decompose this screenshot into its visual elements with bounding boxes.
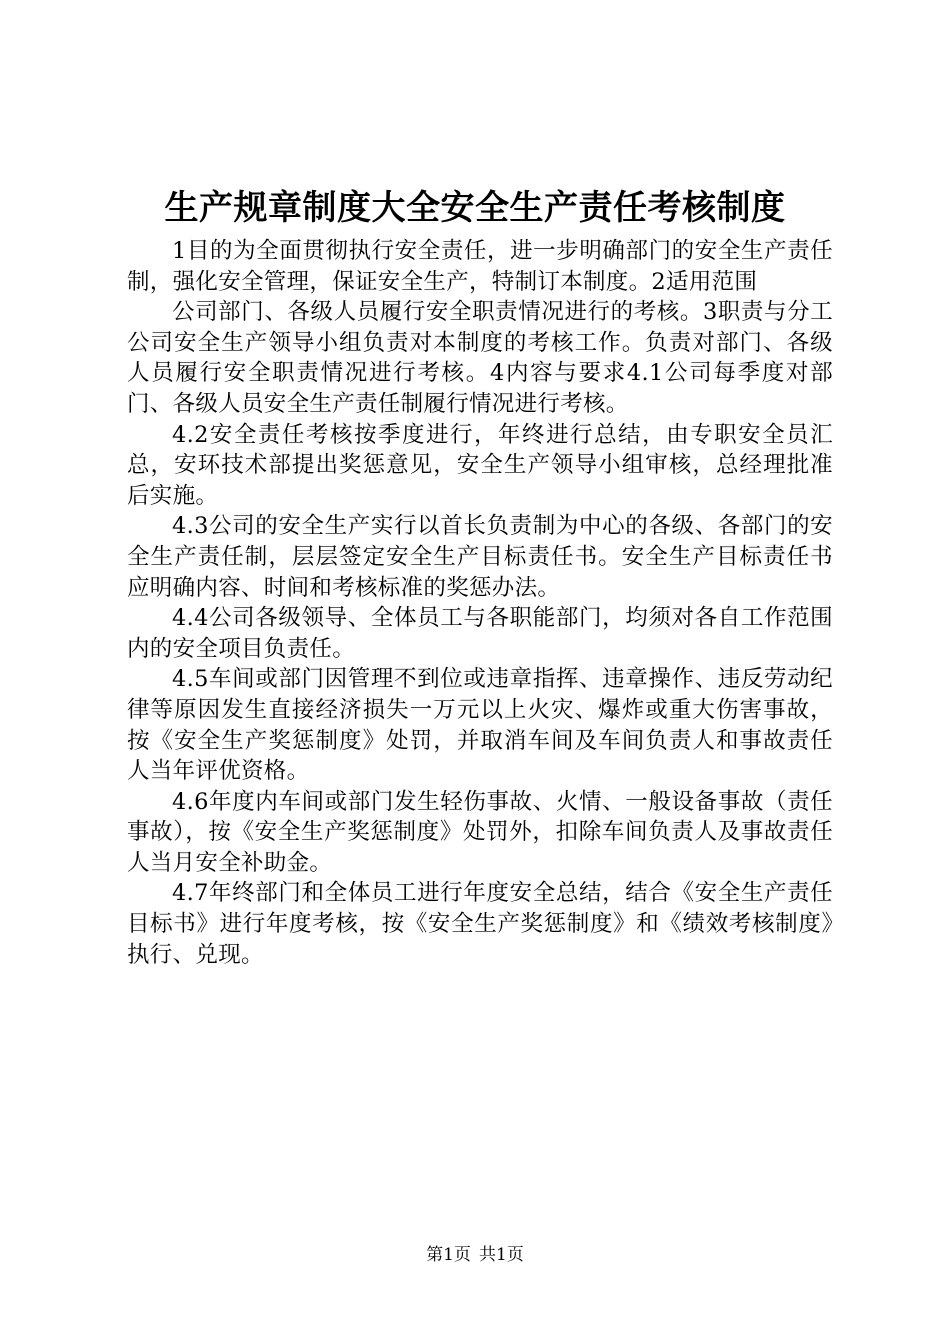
page-total: 共1页 xyxy=(479,1245,524,1265)
paragraph-purpose: 1目的为全面贯彻执行安全责任，进一步明确部门的安全生产责任制，强化安全管理，保证安全生产，特制订本制度。2适用范围 xyxy=(127,238,833,295)
paragraph-4-7: 4.7年终部门和全体员工进行年度安全总结，结合《安全生产责任目标书》进行年度考核，按《安全生产奖惩制度》和《绩效考核制度》执行、兑现。 xyxy=(127,880,833,968)
page-footer xyxy=(0,1244,950,1266)
paragraph-4-5: 4.5车间或部门因管理不到位或违章指挥、违章操作、违反劳动纪律等原因发生直接经济损失一万元以上火灾、爆炸或重大伤害事故，按《安全生产奖惩制度》处罚，并取消车间及车间负责人和事故责任人当年评优资格。 xyxy=(127,666,833,785)
paragraph-scope-and-duties: 公司部门、各级人员履行安全职责情况进行的考核。3职责与分工公司安全生产领导小组负责对本制度的考核工作。负责对部门、各级人员履行安全职责情况进行考核。4内容与要求4.1公司每季度对部门、各级人员安全生产责任制履行情况进行考核。 xyxy=(127,299,833,417)
document-title: 生产规章制度大全安全生产责任考核制度 xyxy=(164,188,786,228)
document-body xyxy=(127,236,833,970)
paragraph-4-4: 4.4公司各级领导、全体员工与各职能部门，均须对各自工作范围内的安全项目负责任。 xyxy=(127,605,833,662)
paragraph-4-2: 4.2安全责任考核按季度进行，年终进行总结，由专职安全员汇总，安环技术部提出奖惩意见，安全生产领导小组审核，总经理批准后实施。 xyxy=(127,421,833,509)
paragraph-4-6: 4.6年度内车间或部门发生轻伤事故、火情、一般设备事故（责任事故），按《安全生产奖惩制度》处罚外，扣除车间负责人及事故责任人当月安全补助金。 xyxy=(127,788,833,876)
paragraph-4-3: 4.3公司的安全生产实行以首长负责制为中心的各级、各部门的安全生产责任制，层层签定安全生产目标责任书。安全生产目标责任书应明确内容、时间和考核标准的奖惩办法。 xyxy=(127,513,833,601)
page-number: 第1页 xyxy=(426,1245,471,1265)
